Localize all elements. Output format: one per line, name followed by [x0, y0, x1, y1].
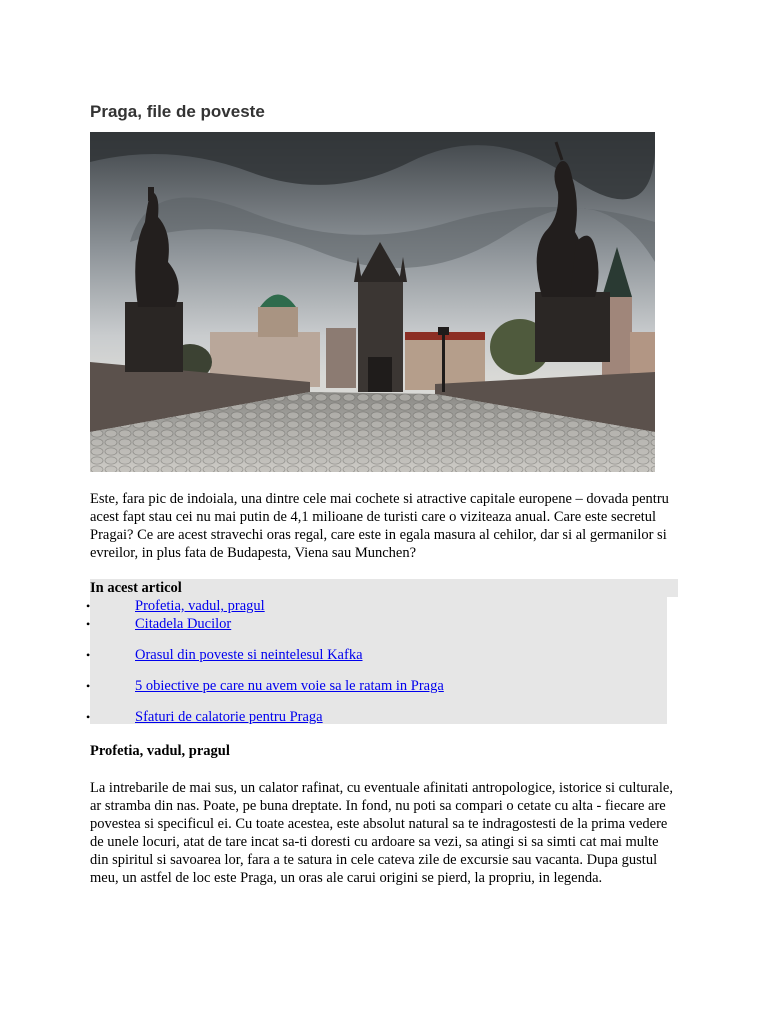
hero-image [90, 132, 655, 472]
toc-link-obiective[interactable]: 5 obiective pe care nu avem voie sa le ratam in Praga [135, 678, 444, 694]
article-title: Praga, file de poveste [90, 102, 265, 121]
section-title: Profetia, vadul, pragul [90, 743, 230, 759]
toc-link-citadela[interactable]: Citadela Ducilor [135, 616, 232, 632]
bullet-icon: • [86, 617, 91, 631]
toc-link-profetia[interactable]: Profetia, vadul, pragul [135, 598, 265, 614]
charles-bridge-illustration [90, 132, 655, 472]
bullet-icon: • [86, 710, 91, 724]
toc-link-sfaturi[interactable]: Sfaturi de calatorie pentru Praga [135, 709, 323, 725]
bullet-icon: • [86, 599, 91, 613]
intro-paragraph: Este, fara pic de indoiala, una dintre cele mai cochete si atractive capitale europene – dovada pentru acest fapt stau cei nu mai putin de 4,1 milioane de turisti care o viziteaza anual. Care este secretul Pragai? Ce are acest stravechi oras regal, care este in egala masura al cehilor, dar si al germanilor si evreilor, in plus fata de Budapesta, Viena sau Munchen? [90, 491, 669, 561]
section-paragraph: La intrebarile de mai sus, un calator rafinat, cu eventuale afinitati antropologice, istorice si culturale, ar stramba din nas. Poate, pe buna dreptate. In fond, nu poti sa compari o cetate cu alta - fiecare are povestea si specificul ei. Cu toate acestea, este absolut natural sa te indragostesti de la prima vedere de unele locuri, atat de tare incat sa-ti doresti cu ardoare sa vezi, sa atingi si sa simti cat mai multe din spiritul si savoarea lor, fara a te satura in cele cateva zile de excursie sau vacanta. Dupa gustul meu, un astfel de loc este Praga, un oras ale carui origini se pierd, la propriu, in legenda. [90, 780, 673, 886]
bullet-icon: • [86, 679, 91, 693]
toc-heading: In acest articol [90, 579, 678, 597]
bullet-icon: • [86, 648, 91, 662]
table-of-contents [86, 597, 667, 725]
toc-link-orasul[interactable]: Orasul din poveste si neintelesul Kafka [135, 647, 363, 663]
